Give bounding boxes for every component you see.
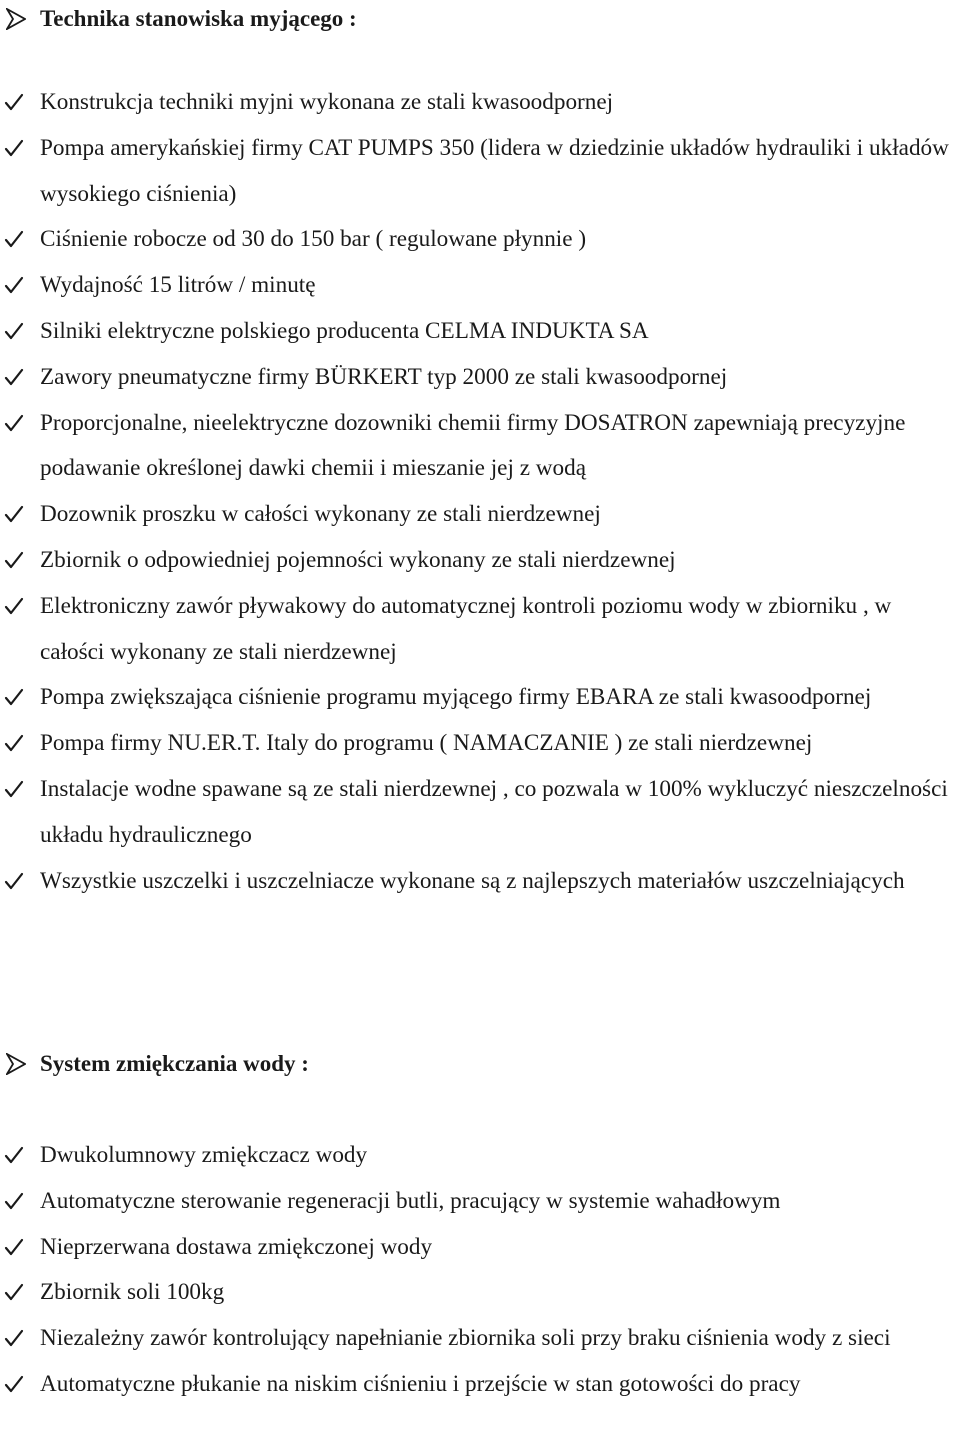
checkmark-icon [4, 321, 24, 341]
section-heading [0, 1045, 960, 1085]
checkmark-icon [4, 550, 24, 570]
checkmark-icon [4, 687, 24, 707]
checkmark-icon [4, 1191, 24, 1211]
list-item [0, 721, 960, 767]
checkmark-icon [4, 596, 24, 616]
list-item [0, 217, 960, 263]
list-item-text: Dwukolumnowy zmiękczacz wody [40, 1142, 368, 1168]
list-item [0, 538, 960, 584]
checkmark-icon [4, 92, 24, 112]
list-item-text: Zbiornik o odpowiedniej pojemności wykonany ze stali nierdzewnej [40, 546, 676, 573]
list-item-text: Niezależny zawór kontrolujący napełnianie zbiornika soli przy braku ciśnienia wody z sieci [40, 1325, 891, 1352]
checkmark-icon [4, 413, 24, 433]
list-item-text: Elektroniczny zawór pływakowy do automatycznej kontroli poziomu wody w zbiorniku , w całości wykonany ze stali nierdzewnej [40, 592, 892, 665]
list-item [0, 584, 960, 676]
list-item-text: Konstrukcja techniki myjni wykonana ze stali kwasoodpornej [40, 89, 614, 115]
list-item-text: Zawory pneumatyczne firmy BÜRKERT typ 2000 ze stali kwasoodpornej [40, 363, 728, 390]
bullet-list [0, 80, 960, 904]
list-item-text: Silniki elektryczne polskiego producenta CELMA INDUKTA SA [40, 317, 649, 344]
list-item [0, 675, 960, 721]
checkmark-icon [4, 367, 24, 387]
checkmark-icon [4, 733, 24, 753]
list-item [0, 355, 960, 401]
checkmark-icon [4, 1374, 24, 1394]
list-item [0, 401, 960, 493]
list-item [0, 1225, 960, 1271]
list-item [0, 1362, 960, 1408]
list-item [0, 1316, 960, 1362]
arrowhead-icon [6, 8, 26, 30]
list-item [0, 1270, 960, 1316]
list-item [0, 767, 960, 859]
list-item-text: Pompa firmy NU.ER.T. Italy do programu ( NAMACZANIE ) ze stali nierdzewnej [40, 730, 813, 757]
section-heading-text: Technika stanowiska myjącego : [40, 6, 357, 31]
list-item-text: Nieprzerwana dostawa zmiękczonej wody [40, 1233, 433, 1260]
list-item [0, 859, 960, 905]
checkmark-icon [4, 1237, 24, 1257]
list-item-text: Pompa zwiększająca ciśnienie programu myjącego firmy EBARA ze stali kwasoodpornej [40, 684, 872, 711]
checkmark-icon [4, 779, 24, 799]
bullet-list [0, 1133, 960, 1408]
list-item-text: Wszystkie uszczelki i uszczelniacze wykonane są z najlepszych materiałów uszczelniających [40, 867, 905, 894]
list-item [0, 1179, 960, 1225]
list-item [0, 126, 960, 218]
section-heading [0, 0, 960, 40]
list-item-text: Zbiornik soli 100kg [40, 1279, 225, 1306]
list-item-text: Automatyczne sterowanie regeneracji butli, pracujący w systemie wahadłowym [40, 1187, 781, 1214]
list-item-text: Ciśnienie robocze od 30 do 150 bar ( regulowane płynnie ) [40, 226, 587, 253]
checkmark-icon [4, 1145, 24, 1165]
list-item [0, 492, 960, 538]
list-item [0, 1133, 960, 1179]
checkmark-icon [4, 1328, 24, 1348]
list-item-text: Proporcjonalne, nieelektryczne dozowniki chemii firmy DOSATRON zapewniają precyzyjne podawanie określonej dawki chemii i mieszanie jej z wodą [40, 409, 906, 482]
section-heading-text: System zmiękczania wody : [40, 1051, 309, 1076]
checkmark-icon [4, 871, 24, 891]
checkmark-icon [4, 275, 24, 295]
list-item [0, 263, 960, 309]
list-item-text: Pompa amerykańskiej firmy CAT PUMPS 350 (lidera w dziedzinie układów hydrauliki i układów wysokiego ciśnienia) [40, 134, 949, 207]
list-item [0, 309, 960, 355]
arrowhead-icon [6, 1053, 26, 1075]
checkmark-icon [4, 1282, 24, 1302]
list-item [0, 80, 960, 126]
list-item-text: Automatyczne płukanie na niskim ciśnieniu i przejście w stan gotowości do pracy [40, 1370, 801, 1397]
list-item-text: Wydajność 15 litrów / minutę [40, 272, 316, 299]
checkmark-icon [4, 138, 24, 158]
checkmark-icon [4, 229, 24, 249]
list-item-text: Instalacje wodne spawane są ze stali nierdzewnej , co pozwala w 100% wykluczyć nieszczelności układu hydraulicznego [40, 775, 948, 848]
checkmark-icon [4, 504, 24, 524]
list-item-text: Dozownik proszku w całości wykonany ze stali nierdzewnej [40, 501, 601, 528]
